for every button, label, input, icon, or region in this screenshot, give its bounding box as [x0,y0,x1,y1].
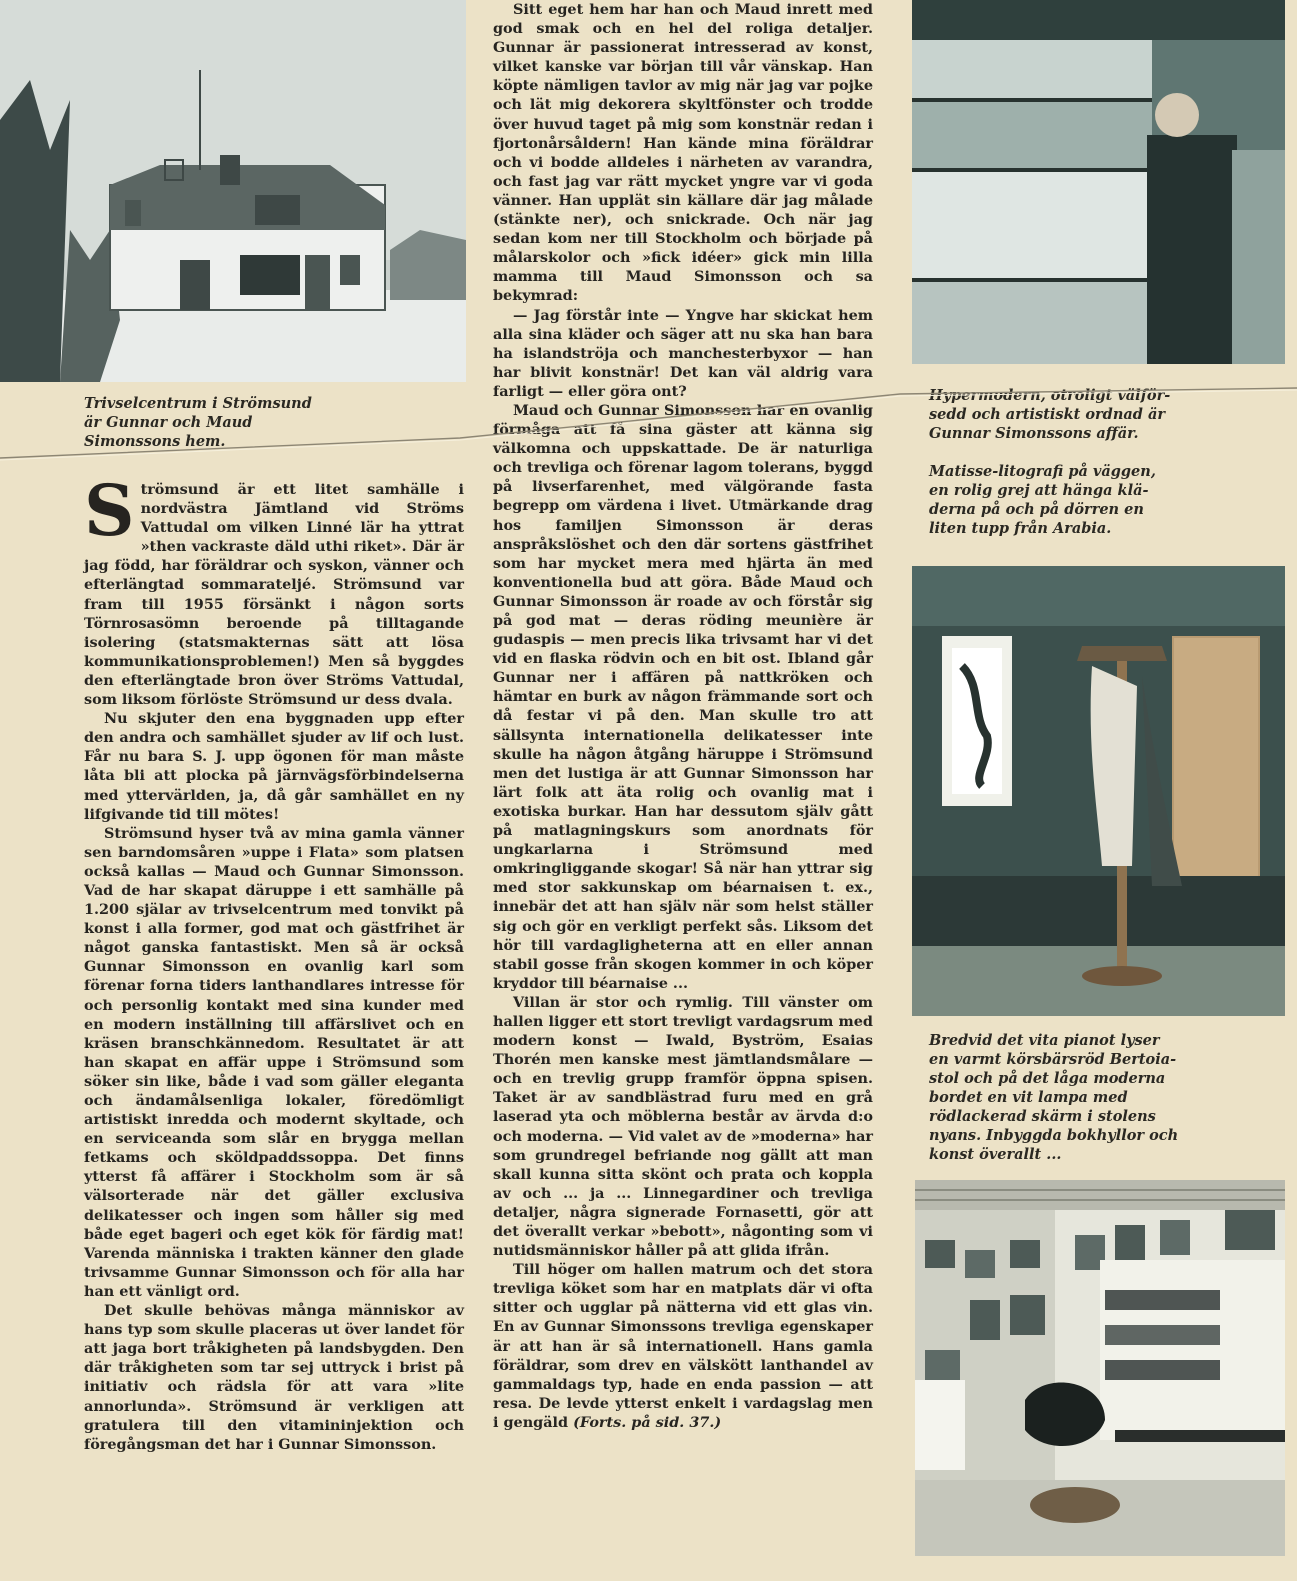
house-photo [0,0,466,382]
article-paragraph: Strömsund hyser två av mina gamla vänner sen barndomsåren »uppe i Flata» som platsen också kallas — Maud och Gunnar Simonsson. Vad de har skapat däruppe i ett samhälle på 1.200 själar av trivselcentrum med tonvikt på konst i alla former, god mat och gästfrihet är något ganska fantastiskt. Men så är också Gunnar Simonsson en ovanlig karl som förenar forna tiders lanthandlares intresse för och personlig kontakt med sina kunder med en modern inställning till affärslivet och en kräsen branschkännedom. Resultatet är att han skapat en affär uppe i Strömsund som söker sin like, både i vad som gäller eleganta och ändamålsenliga lokaler, föredömligt artistiskt inredda och modernt skyltade, och en serviceanda som slår en brygga mellan fetkams och sköldpaddssoppa. Det finns ytterst få affärer i Stockholm som är så välsorterade när det gäller exclusiva delikatesser och ingen som håller sig med både eget bageri och eget kök för färdig mat! Varenda människa i trakten känner den glade trivsamme Gunnar Simonsson och för alla har han ett vänligt ord. [84,824,464,1300]
article-paragraph: Det skulle behövas många människor av hans typ som skulle placeras ut över landet för att jaga bort tråkigheten på landsbygden. Den där tråkigheten som tar sej uttryck i brist på initiativ och rädsla för att vara »lite annorlunda». Strömsund är verkligen att gratulera till den vitamininjektion och föregångsman det har i Gunnar Simonsson. [84,1302,464,1453]
article-paragraph: Maud och Gunnar Simonsson har en ovanlig förmåga att få sina gäster att känna sig välkomna och uppskattade. De är naturliga och trevliga och förenar lagom tolerans, byggd på livserfarenhet, med välgörande fasta begrepp om värdena i livet. Utmärkande drag hos familjen Simonsson är deras anspråkslöshet och den där sortens gästfrihet som har mycket mera med hjärta än med konventionella bud att göra. Både Maud och Gunnar Simonsson är roade av och förstår sig på god mat — deras röding meunière är gudaspis — men precis lika trivsamt har vi det vid en flaska rödvin och en bit ost. Ibland går Gunnar ner i affären på nattkröken och hämtar en burk av någon främmande sort och då festar vi på den. Man skulle tro att sällsynta internationella delikatesser inte skulle ha någon åtgång häruppe i Strömsund men det lustiga är att Gunnar Simonsson har lärt folk att äta rolig och ovanlig mat i exotiska burkar. Han har dessutom själv gått på matlagningskurs som anordnats för ungkarlarna i Strömsund med omkringliggande skogar! Så när han yttrar sig med stor sakkunskap om béarnaisen t. ex., innebär det att han själv när som helst ställer sig och gör en verkligt perfekt sås. Liksom det hör till vardagligheterna att en eller annan stabil gosse från skogen kommer in och köper kryddor till béarnaise ... [493,401,873,992]
article-paragraph: Villan är stor och rymlig. Till vänster om hallen ligger ett stort trevligt vardagsrum med modern konst — Iwald, Byström, Esaias Thorén men kanske mest jämtlandsmålare — och en trevlig grupp framför öppna spisen. Taket är av sandblästrad furu med en grå laserad yta och möblerna består av ärvda d:o och moderna. — Vid valet av de »moderna» har som grundregel befriande nog gällt att man skall kunna sitta skönt och prata och koppla av och ... ja ... Linnegardiner och trevliga detaljer, några signerade Fornasetti, gör att det överallt verkar »bebott», någonting som vi nutidsmänniskor håller på att glida ifrån. [493,993,873,1260]
shop-caption: Hypermodern, otroligt välför- sedd och artistiskt ordnad är Gunnar Simonssons affär. [929,387,1171,442]
continuation-note: (Forts. på sid. 37.) [573,1413,722,1431]
living-room-photo [915,1180,1285,1556]
article-paragraph: — Jag förstår inte — Yngve har skickat hem alla sina kläder och säger att nu ska han bara ha islandströja och manchesterbyxor — han har blivit konstnär! Det kan väl aldrig vara farligt — eller göra ont? [493,306,873,400]
drop-cap: S [84,469,135,552]
article-paragraph: Sitt eget hem har han och Maud inrett med god smak och en hel del roliga detaljer. Gunnar är passionerat intresserad av konst, vilket kanske var början till vår vänskap. Han köpte nämligen tavlor av mig när jag var pojke och lät mig dekorera skyltfönster och trodde över huvud taget på mig som konstnär redan i fjortonårsåldern! Han kände mina föräldrar och vi bodde alldeles i närheten av varandra, och fast jag var rätt mycket yngre var vi goda vänner. Han upplät sin källare där jag målade (stänkte ner), och snickrade. Och när jag sedan kom ner till Stockholm och började på målarskolor och »fick idéer» gick min lilla mamma till Maud Simonsson och sa bekymrad: [493,1,873,305]
article-paragraph: Strömsund är ett litet samhälle i nordvästra Jämtland vid Ströms Vattudal om vilken Linné lär ha yttrat »then vackraste däld uthi riket». Där är jag född, har föräldrar och syskon, vänner och efterlängtad sommarateljé. Strömsund var fram till 1955 försänkt i någon sorts Törnrosasömn beroende på tilltagande isolering (statsmakternas sätt att lösa kommunikationsproblemen!) Men så byggdes den efterlängtade bron över Ströms Vattudal, som liksom förlöste Strömsund ur dess dvala. [84,469,464,709]
article-middle-column [493,0,873,1432]
house-caption: Trivselcentrum i Strömsund är Gunnar och Maud Simonssons hem. [84,395,312,450]
hall-caption: Matisse-litografi på väggen, en rolig grej att hänga klä- derna på och på dörren en liten tupp från Arabia. [929,463,1156,537]
living-room-caption: Bredvid det vita pianot lyser en varmt körsbärsröd Bertoia- stol och på det låga moderna bordet en vit lampa med rödlackerad skärm i stolens nyans. Inbyggda bokhyllor och konst överallt ... [929,1032,1179,1163]
hall-photo [912,566,1285,1016]
article-paragraph: Till höger om hallen matrum och det stora trevliga köket som har en matplats där vi ofta sitter och ugglar på nätterna vid ett glas vin. En av Gunnar Simonssons trevliga egenskaper är att han är så internationell. Hans gamla föräldrar, som drev en välskött lanthandel av gammaldags typ, hade en enda passion — att resa. De levde ytterst enkelt i vardagslag men i gengäld (Forts. på sid. 37.) [493,1261,873,1431]
article-paragraph: Nu skjuter den ena byggnaden upp efter den andra och samhället sjuder av lif och lust. Får nu bara S. J. upp ögonen för man måste låta bli att plocka på järnvägsförbindelserna med yttervärlden, ja, då går samhället en ny lifgivande tid till mötes! [84,710,464,823]
article-left-column [84,469,464,1454]
shop-photo [912,0,1285,364]
